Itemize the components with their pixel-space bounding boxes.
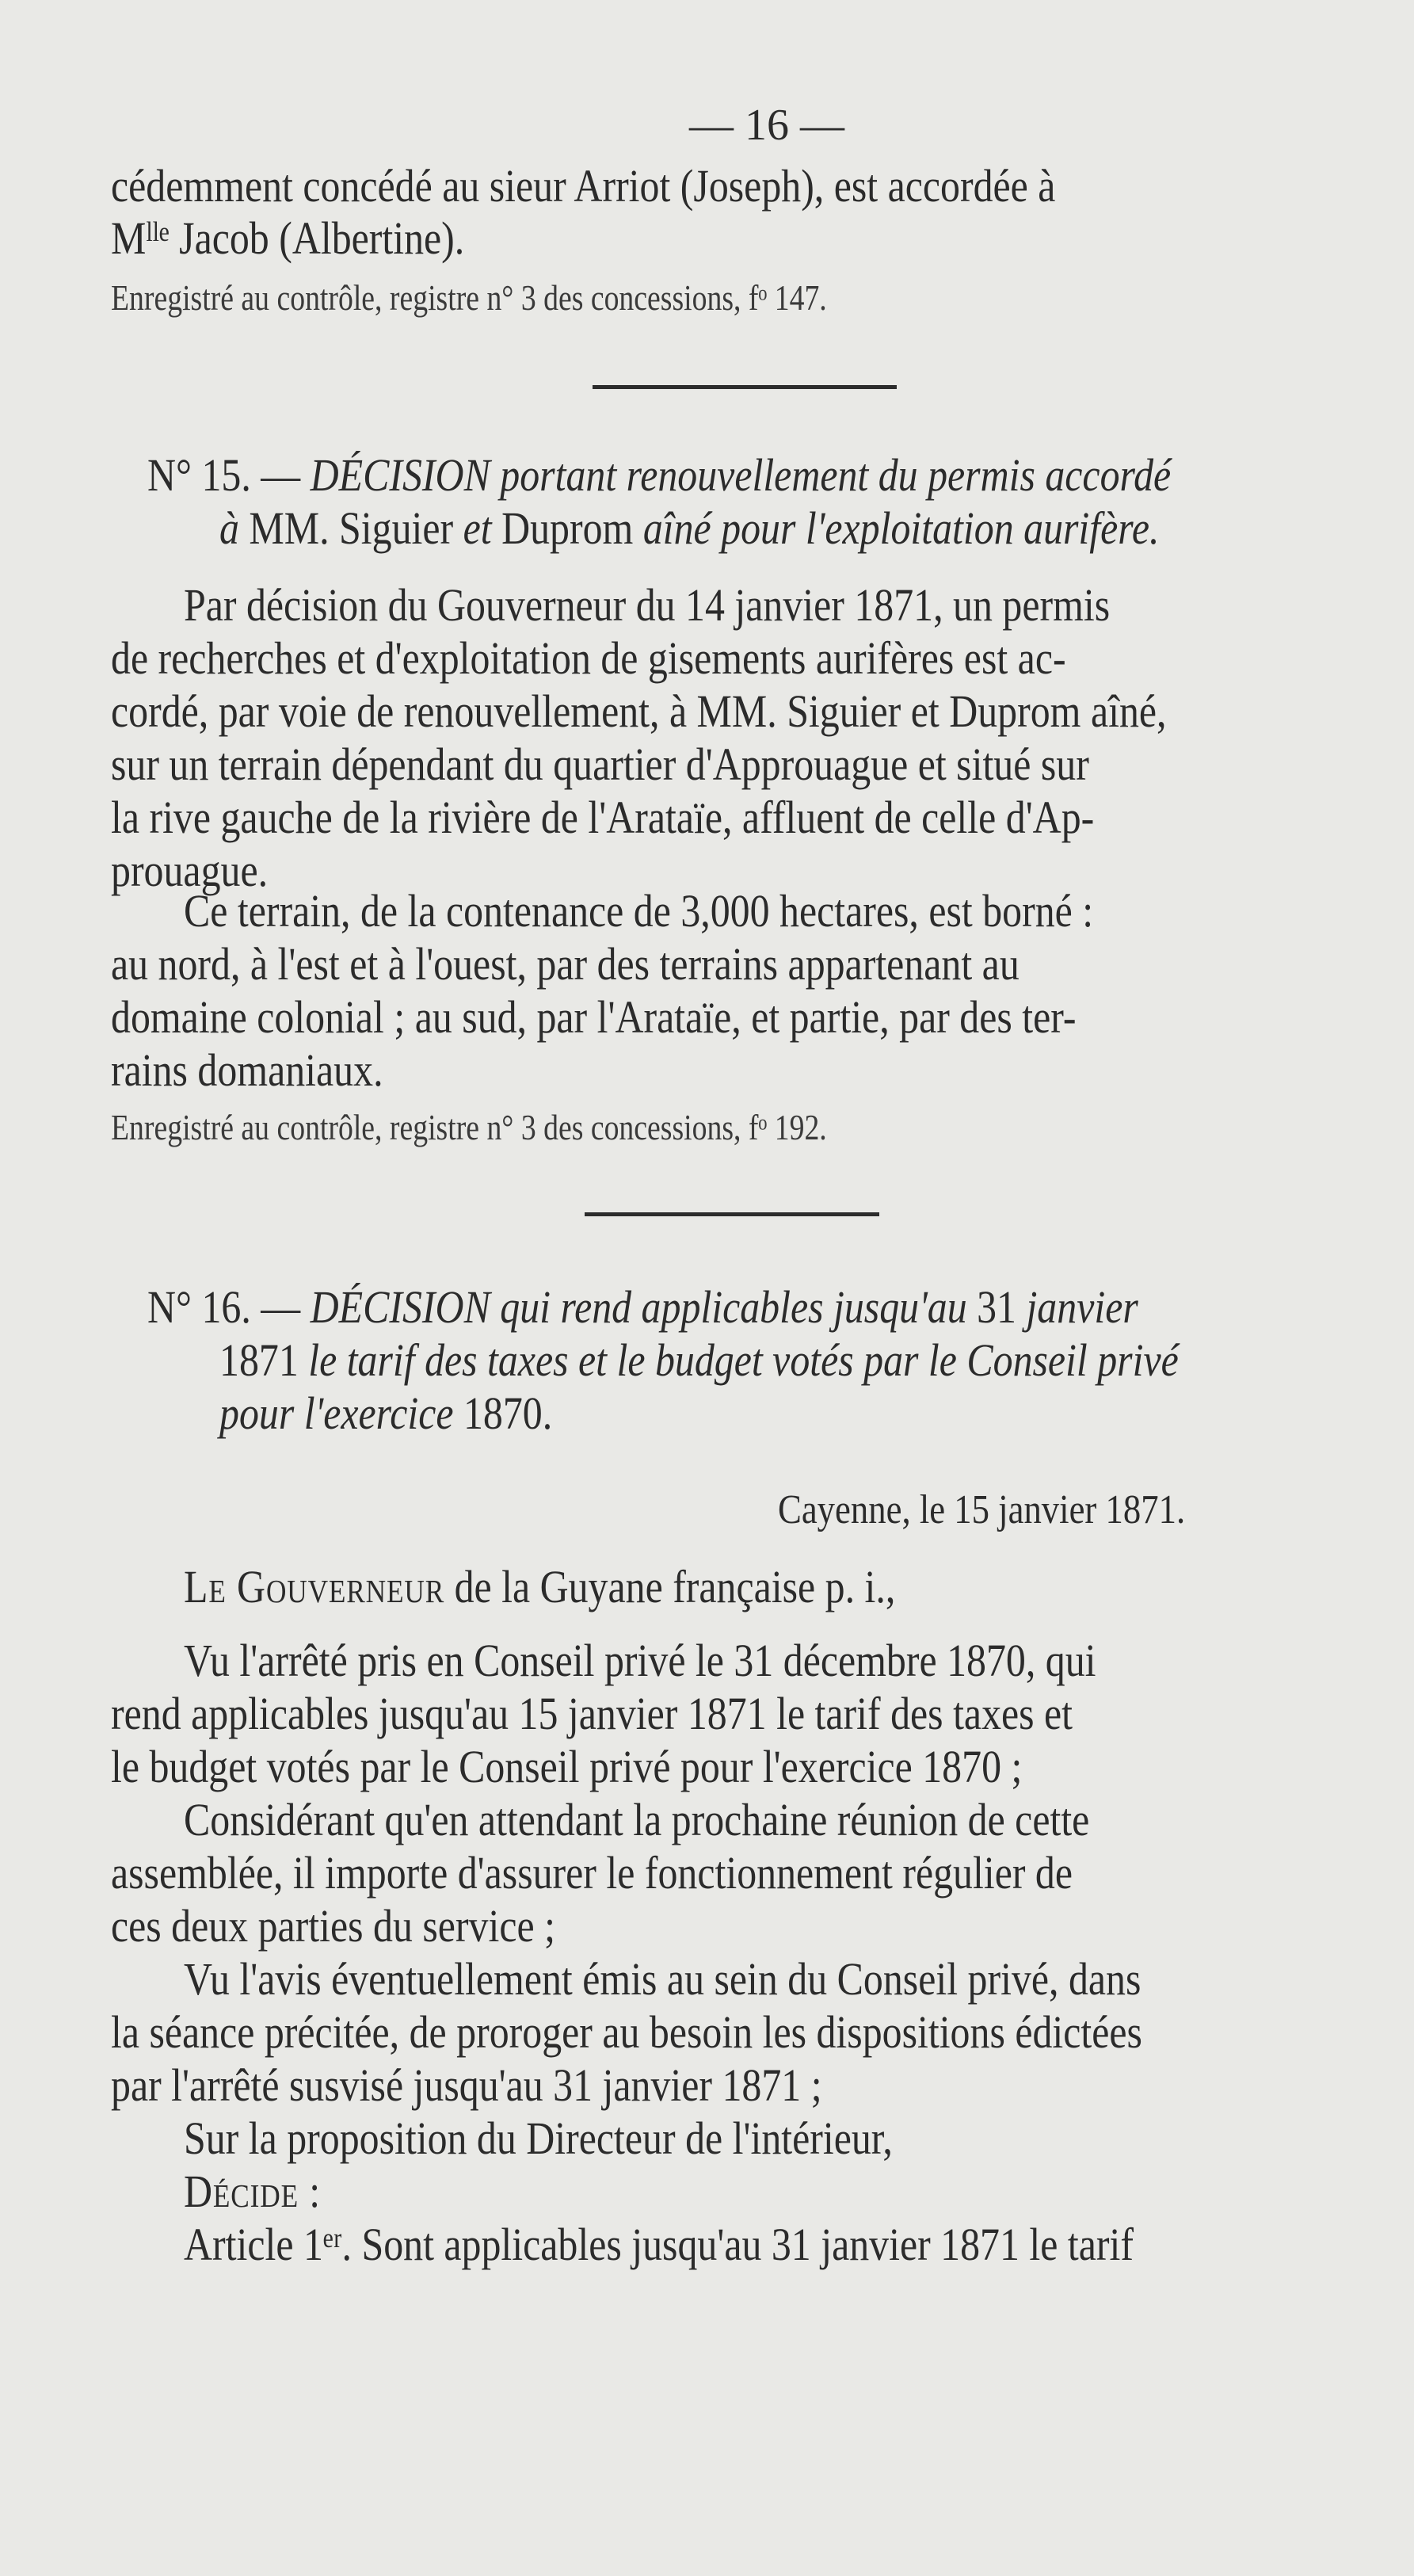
section15-body-line-6: prouague. xyxy=(111,845,269,896)
section15-title-a: à xyxy=(219,502,250,554)
section16-body-line-5: assemblée, il importe d'assurer le fonctionnement régulier de xyxy=(111,1847,1073,1899)
section15-title-e: aîné pour l'exploitation aurifère. xyxy=(642,502,1160,554)
section16-decide: Décide : xyxy=(184,2166,322,2217)
section15-title-line-1 xyxy=(147,449,1237,502)
section15-title-b: MM. Siguier xyxy=(249,502,463,554)
section15-title-d: Duprom xyxy=(501,502,643,554)
section16-body-line-1: Vu l'arrêté pris en Conseil privé le 31 décembre 1870, qui xyxy=(184,1635,1096,1686)
section16-body-line-7: Vu l'avis éventuellement émis au sein du Conseil privé, dans xyxy=(184,1953,1141,2005)
section16-title-tail: 31 xyxy=(977,1281,1027,1333)
section15-body-line-1: Par décision du Gouverneur du 14 janvier 1871, un permis xyxy=(184,579,1111,631)
section14-registration: Enregistré au contrôle, registre n° 3 des concessions, fᵒ 147. xyxy=(111,277,827,318)
section16-number: N° 16. — xyxy=(147,1281,311,1333)
section15-number: N° 15. — xyxy=(147,449,311,501)
governor-smallcaps: Le Gouverneur xyxy=(184,1561,445,1612)
section16-title-line-2 xyxy=(219,1334,1247,1387)
section15-title-c: et xyxy=(463,502,502,554)
section16-title-italic-1: DÉCISION qui rend applicables jusqu'au xyxy=(310,1281,978,1333)
section15-title-line-2 xyxy=(219,502,1247,555)
section16-article-1: Article 1ᵉʳ. Sont applicables jusqu'au 31 janvier 1871 le tarif xyxy=(184,2219,1134,2270)
section16-place-date: Cayenne, le 15 janvier 1871. xyxy=(778,1487,1186,1532)
section16-title-line-3 xyxy=(219,1387,1247,1440)
section15-body-line-9: domaine colonial ; au sud, par l'Arataïe, et partie, par des ter- xyxy=(111,991,1077,1043)
section16-title-year: 1871 xyxy=(219,1334,309,1386)
section16-body-line-4: Considérant qu'en attendant la prochaine réunion de cette xyxy=(184,1794,1090,1845)
section16-body-line-3: le budget votés par le Conseil privé pour l'exercice 1870 ; xyxy=(111,1741,1023,1792)
section15-body-line-10: rains domaniaux. xyxy=(111,1044,383,1096)
section16-title-exercise-year: 1870. xyxy=(463,1387,553,1439)
page-number: — 16 — xyxy=(689,101,844,150)
section16-title-italic-3: pour l'exercice xyxy=(219,1387,463,1439)
separator-rule-2 xyxy=(585,1212,879,1216)
section16-title-tail-italic: janvier xyxy=(1026,1281,1138,1333)
section15-body-line-5: la rive gauche de la rivière de l'Arataïe, affluent de celle d'Ap- xyxy=(111,792,1095,843)
section15-title-italic: DÉCISION portant renouvellement du permis accordé xyxy=(310,449,1172,501)
section15-body-line-8: au nord, à l'est et à l'ouest, par des terrains appartenant au xyxy=(111,938,1020,990)
section14-line-2: Mˡˡᵉ Jacob (Albertine). xyxy=(111,212,465,264)
section15-registration: Enregistré au contrôle, registre n° 3 des concessions, fᵒ 192. xyxy=(111,1107,827,1147)
section16-title-line-1 xyxy=(147,1281,1237,1334)
section16-body-line-10: Sur la proposition du Directeur de l'intérieur, xyxy=(184,2112,893,2164)
section16-body-line-2: rend applicables jusqu'au 15 janvier 1871 le tarif des taxes et xyxy=(111,1688,1073,1739)
section15-body-line-7: Ce terrain, de la contenance de 3,000 hectares, est borné : xyxy=(184,885,1094,937)
section14-line-1: cédemment concédé au sieur Arriot (Joseph), est accordée à xyxy=(111,160,1056,212)
section16-body-line-8: la séance précitée, de proroger au besoin les dispositions édictées xyxy=(111,2006,1142,2058)
governor-rest: de la Guyane française p. i., xyxy=(444,1561,896,1612)
section16-body-line-6: ces deux parties du service ; xyxy=(111,1900,555,1952)
section16-governor-line xyxy=(184,1561,1242,1613)
section15-body-line-4: sur un terrain dépendant du quartier d'Approuague et situé sur xyxy=(111,738,1089,790)
section15-body-line-3: cordé, par voie de renouvellement, à MM. Siguier et Duprom aîné, xyxy=(111,685,1167,737)
section16-body-line-9: par l'arrêté susvisé jusqu'au 31 janvier 1871 ; xyxy=(111,2059,822,2111)
separator-rule-1 xyxy=(593,385,897,389)
section16-title-italic-2: le tarif des taxes et le budget votés par le Conseil privé xyxy=(308,1334,1179,1386)
section15-body-line-2: de recherches et d'exploitation de gisements aurifères est ac- xyxy=(111,632,1066,684)
